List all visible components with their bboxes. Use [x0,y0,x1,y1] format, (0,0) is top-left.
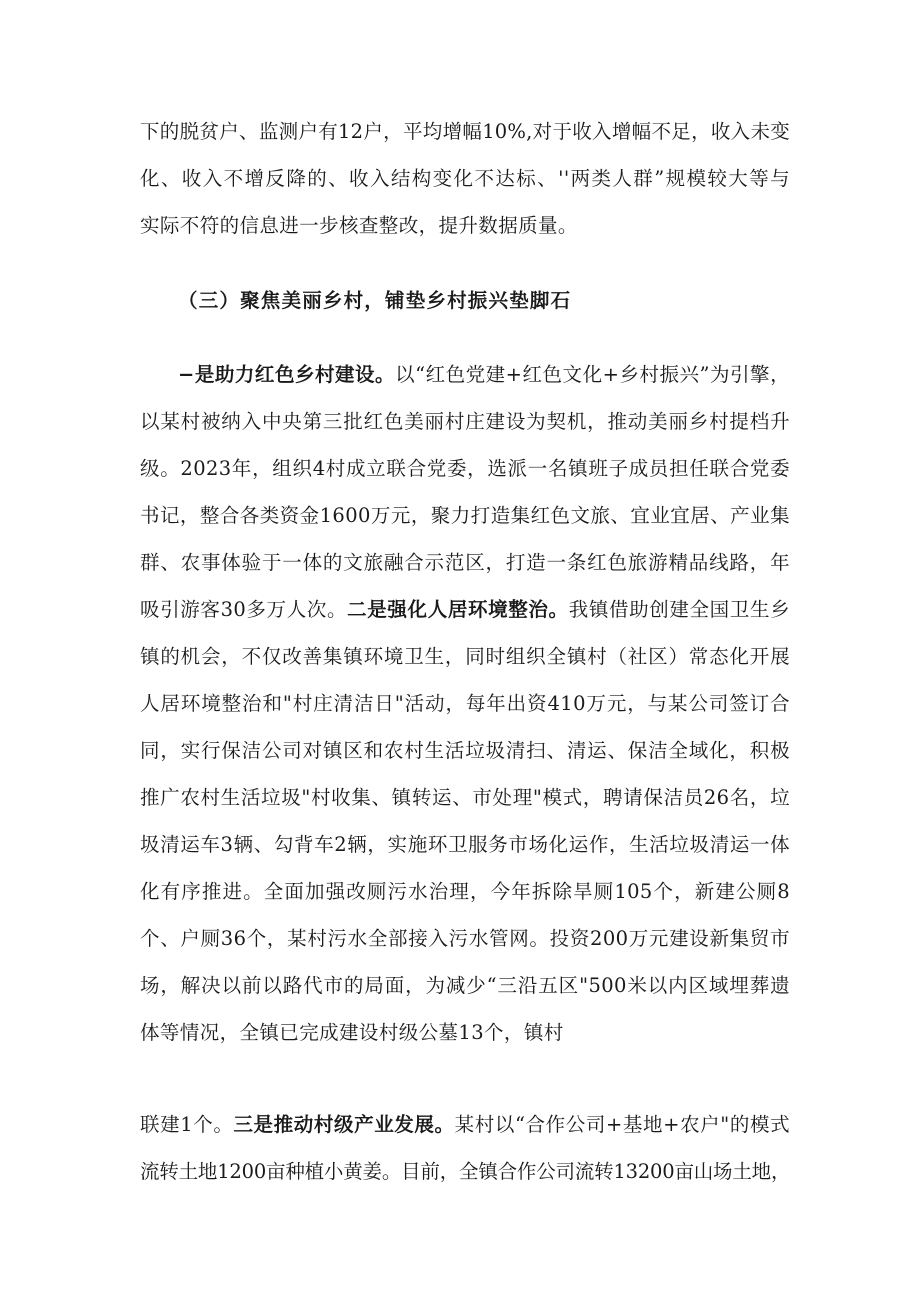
text-line: 体等情况，全镇已完成建设村级公墓13个，镇村 [140,1021,564,1044]
text-run: 我镇借助创建全国卫生乡 [568,598,790,621]
text-line: 推广农村生活垃圾"村收集、镇转运、市处理"模式，聘请保洁员26名，垃 [140,786,790,809]
text-line: 圾清运车3辆、勾背车2辆，实施环卫服务市场化运作，生活垃圾清运一体 [140,833,790,856]
text-line [178,361,790,389]
text-line: 场，解决以前以路代市的局面，为减少“三沿五区"500米以内区域埋葬遗 [140,974,790,997]
text-line: 书记，整合各类资金1600万元，聚力打造集红色文旅、宜业宜居、产业集 [140,504,790,527]
text-line: 化有序推进。全面加强改厕污水治理，今年拆除旱厕105个，新建公厕8 [140,880,790,903]
section-heading: （三）聚焦美丽乡村，铺垫乡村振兴垫脚石 [178,289,572,312]
bold-lead: 三是推动村级产业发展。 [233,1113,455,1136]
text-run: 联建1个。 [140,1113,234,1136]
text-run: 以“红色党建+红色文化+乡村振兴”为引擎， [395,363,790,386]
bold-lead: −是助力红色乡村建设。 [178,363,396,386]
text-line [140,1111,790,1139]
text-line [140,596,790,624]
text-line: 人居环境整治和"村庄清洁日"活动，每年出资410万元，与某公司签订合 [140,692,790,715]
text-line: 个、户厕36个，某村污水全部接入污水管网。投资200万元建设新集贸市 [140,927,790,950]
text-run: 吸引游客30多万人次。 [140,598,348,621]
text-run: 某村以“合作公司+基地+农户"的模式 [454,1113,790,1136]
text-line: 镇的机会，不仅改善集镇环境卫生，同时组织全镇村（社区）常态化开展 [140,645,790,668]
text-line: 流转土地1200亩种植小黄姜。目前，全镇合作公司流转13200亩山场土地， [140,1160,791,1183]
bold-lead: 二是强化人居环境整治。 [347,598,569,621]
text-line: 级。2023年，组织4村成立联合党委，选派一名镇班子成员担任联合党委 [140,457,790,480]
text-line: 以某村被纳入中央第三批红色美丽村庄建设为契机，推动美丽乡村提档升 [140,410,790,433]
text-line: 群、农事体验于一体的文旅融合示范区，打造一条红色旅游精品线路，年 [140,551,790,574]
text-line: 同，实行保洁公司对镇区和农村生活垃圾清扫、清运、保洁全域化，积极 [140,739,790,762]
text-line: 实际不符的信息进一步核查整改，提升数据质量。 [140,214,578,237]
text-line: 化、收入不增反降的、收入结构变化不达标、''两类人群”规模较大等与 [140,167,790,190]
text-line: 下的脱贫户、监测户有12户，平均增幅10%,对于收入增幅不足，收入未变 [140,120,790,143]
